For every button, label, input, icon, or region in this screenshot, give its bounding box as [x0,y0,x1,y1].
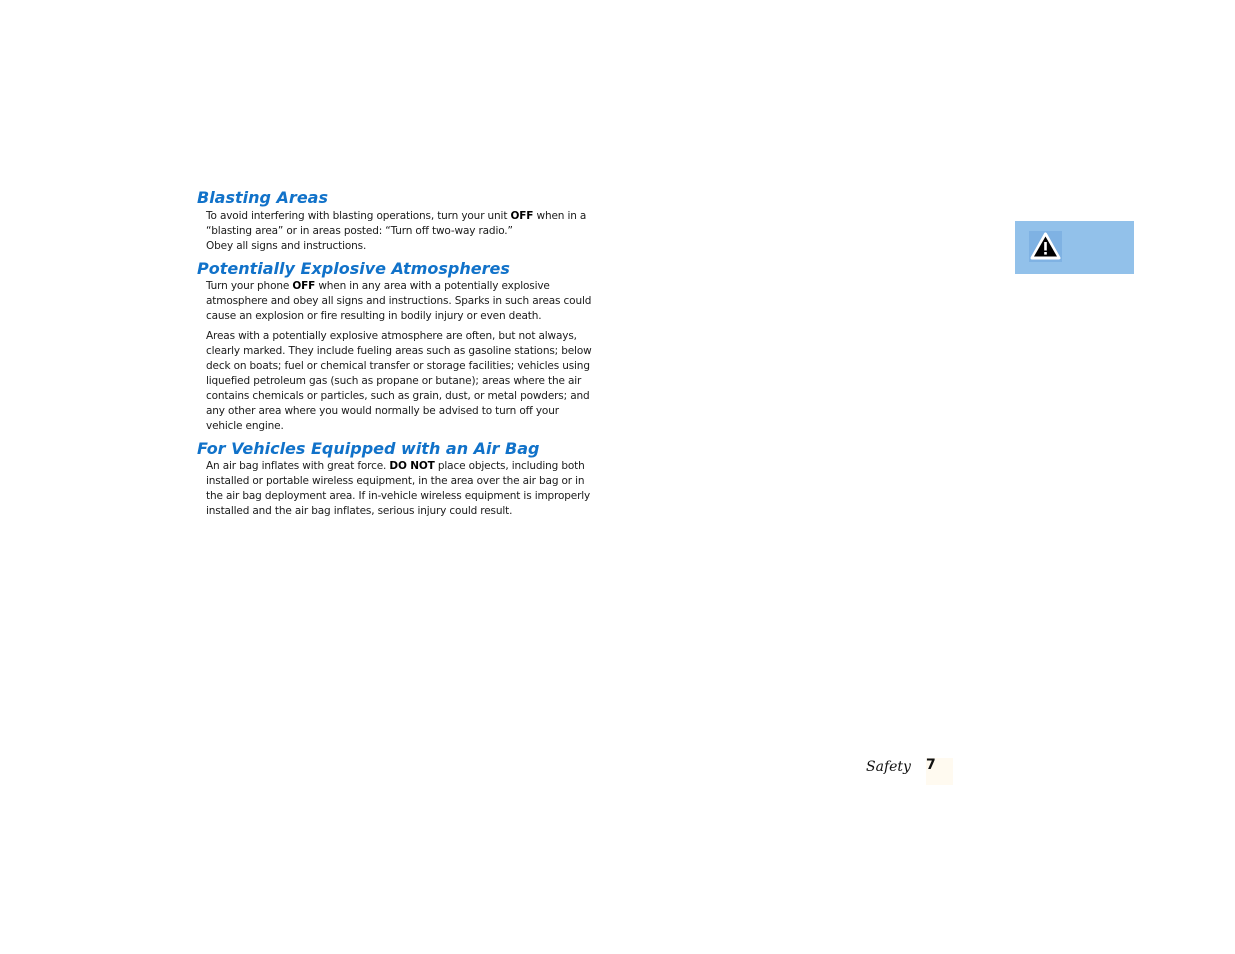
bold-emphasis: OFF [510,210,534,222]
paragraph-text: Obey all signs and instructions. [206,240,367,252]
section-heading: Blasting Areas [197,188,328,207]
section-heading: Potentially Explosive Atmospheres [197,259,510,278]
section-blasting-areas [197,188,597,254]
warning-triangle-icon [1029,231,1062,262]
paragraph-text: Turn your phone [206,280,293,292]
paragraph-text: when in any area with a potentially explosive atmosphere and obey all signs and instructions. Sparks in such areas could cause an explosion or fire resulting in bodily injury or even death. [206,280,592,322]
section-paragraph [206,209,598,254]
section-air-bag [197,439,597,519]
page-number: 7 [926,757,936,773]
section-heading: For Vehicles Equipped with an Air Bag [197,439,540,458]
paragraph-text: An air bag inflates with great force. [206,460,390,472]
paragraph-text: when in a “blasting area” or in areas posted: “Turn off two-way radio.” [206,210,587,237]
warning-sidebar-box [1015,221,1134,274]
paragraph-text: To avoid interfering with blasting operations, turn your unit [206,210,511,222]
paragraph-text: place objects, including both installed or portable wireless equipment, in the area over the air bag or in the air bag deployment area. If in-vehicle wireless equipment is improperly installed and the air bag inflates, serious injury could result. [206,460,591,517]
section-paragraph [206,459,598,519]
section-paragraph [206,279,598,324]
bold-emphasis: OFF [292,280,316,292]
section-paragraph: Areas with a potentially explosive atmosphere are often, but not always, clearly marked. They include fueling areas such as gasoline stations; below deck on boats; fuel or chemical transfer or storage facilities; vehicles using liquefied petroleum gas (such as propane or butane); areas where the air contains chemicals or particles, such as grain, dust, or metal powders; and any other area where you would normally be advised to turn off your vehicle engine. [206,330,592,432]
page-content [197,188,597,524]
bold-emphasis: DO NOT [389,460,435,472]
footer-section-label: Safety [866,759,911,775]
section-explosive-atmospheres [197,259,597,434]
